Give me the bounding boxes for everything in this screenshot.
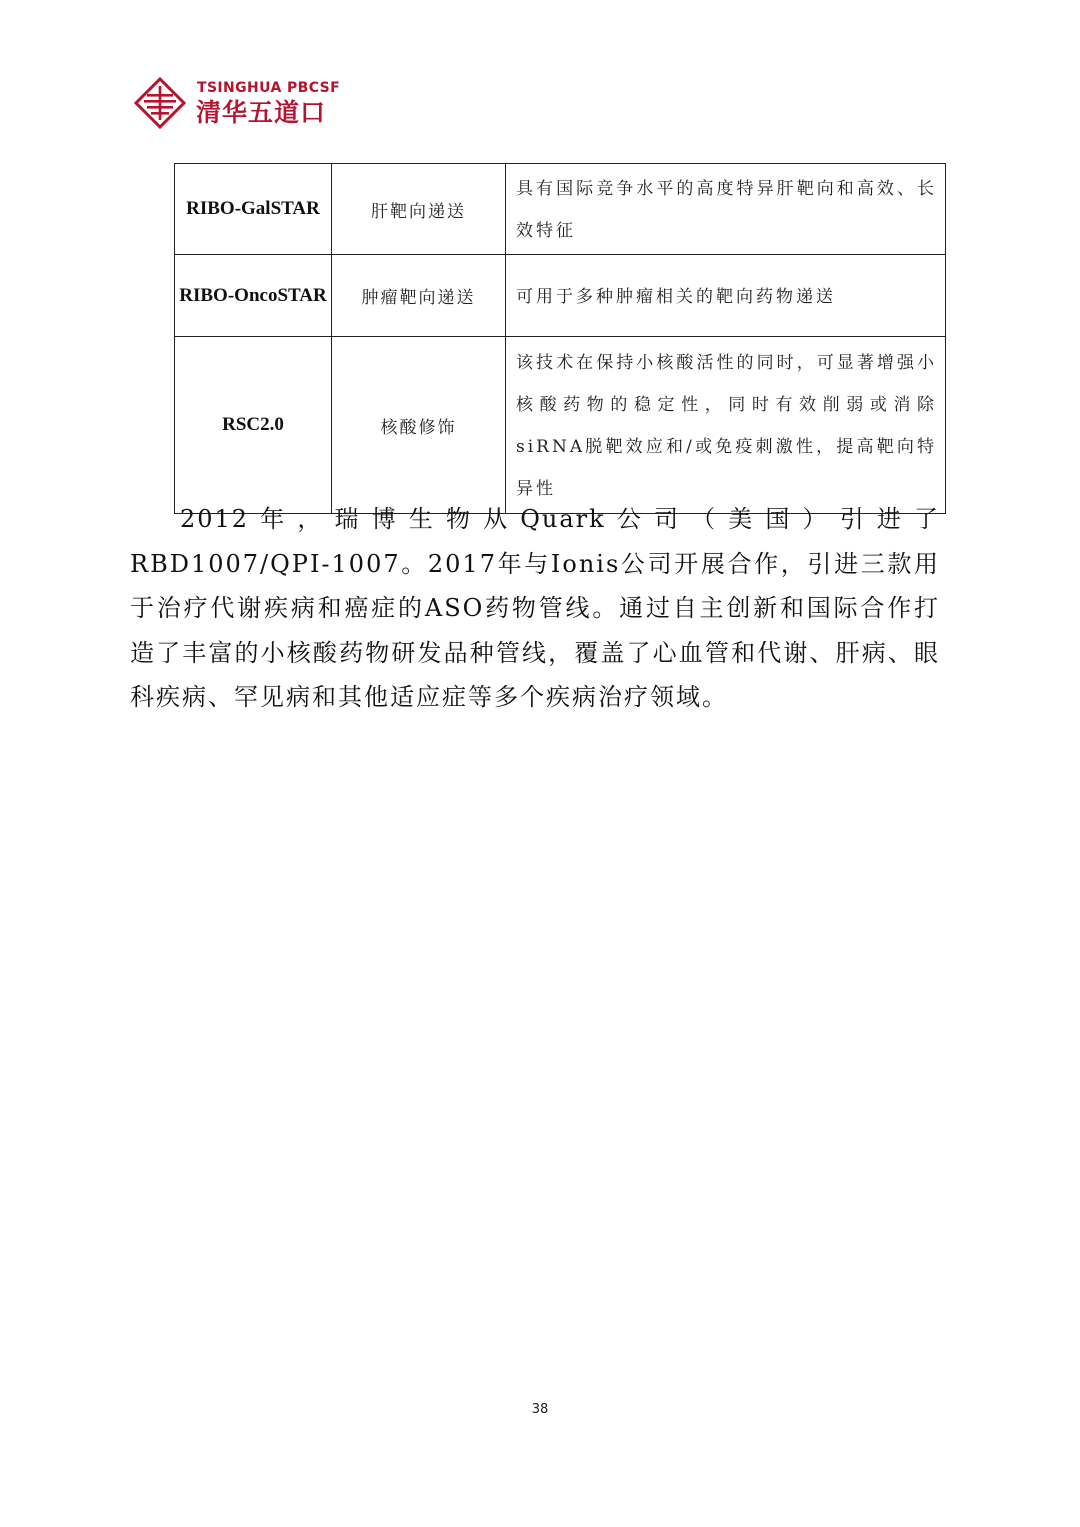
tech-function-cell: 核酸修饰 — [332, 337, 506, 514]
tech-description-cell: 可用于多种肿瘤相关的靶向药物递送 — [506, 255, 946, 337]
table-row — [175, 255, 946, 337]
tech-function-cell: 肿瘤靶向递送 — [332, 255, 506, 337]
table-row — [175, 164, 946, 255]
logo-english-text: TSINGHUA PBCSF — [197, 80, 341, 96]
body-paragraph: 2012年，瑞博生物从Quark公司（美国）引进了RBD1007/QPI-1007。2017年与Ionis公司开展合作，引进三款用于治疗代谢疾病和癌症的ASO药物管线。通过自主创新和国际合作打造了丰富的小核酸药物研发品种管线，覆盖了心血管和代谢、肝病、眼科疾病、罕见病和其他适应症等多个疾病治疗领域。 — [130, 505, 940, 711]
logo-chinese-text: 清华五道口 — [196, 98, 327, 127]
tech-description-cell: 具有国际竞争水平的高度特异肝靶向和高效、长效特征 — [506, 164, 946, 255]
table-row — [175, 337, 946, 514]
tsinghua-pbcsf-emblem-icon — [133, 76, 187, 130]
tech-description-cell: 该技术在保持小核酸活性的同时，可显著增强小核酸药物的稳定性，同时有效削弱或消除siRNA脱靶效应和/或免疫刺激性，提高靶向特异性 — [506, 337, 946, 514]
tech-name-cell: RIBO-OncoSTAR — [175, 255, 332, 337]
page-number: 38 — [531, 1402, 549, 1417]
tech-function-cell: 肝靶向递送 — [332, 164, 506, 255]
tech-name-cell: RSC2.0 — [175, 337, 332, 514]
header-logo — [133, 76, 353, 132]
technology-table — [174, 163, 946, 514]
tech-name-cell: RIBO-GalSTAR — [175, 164, 332, 255]
